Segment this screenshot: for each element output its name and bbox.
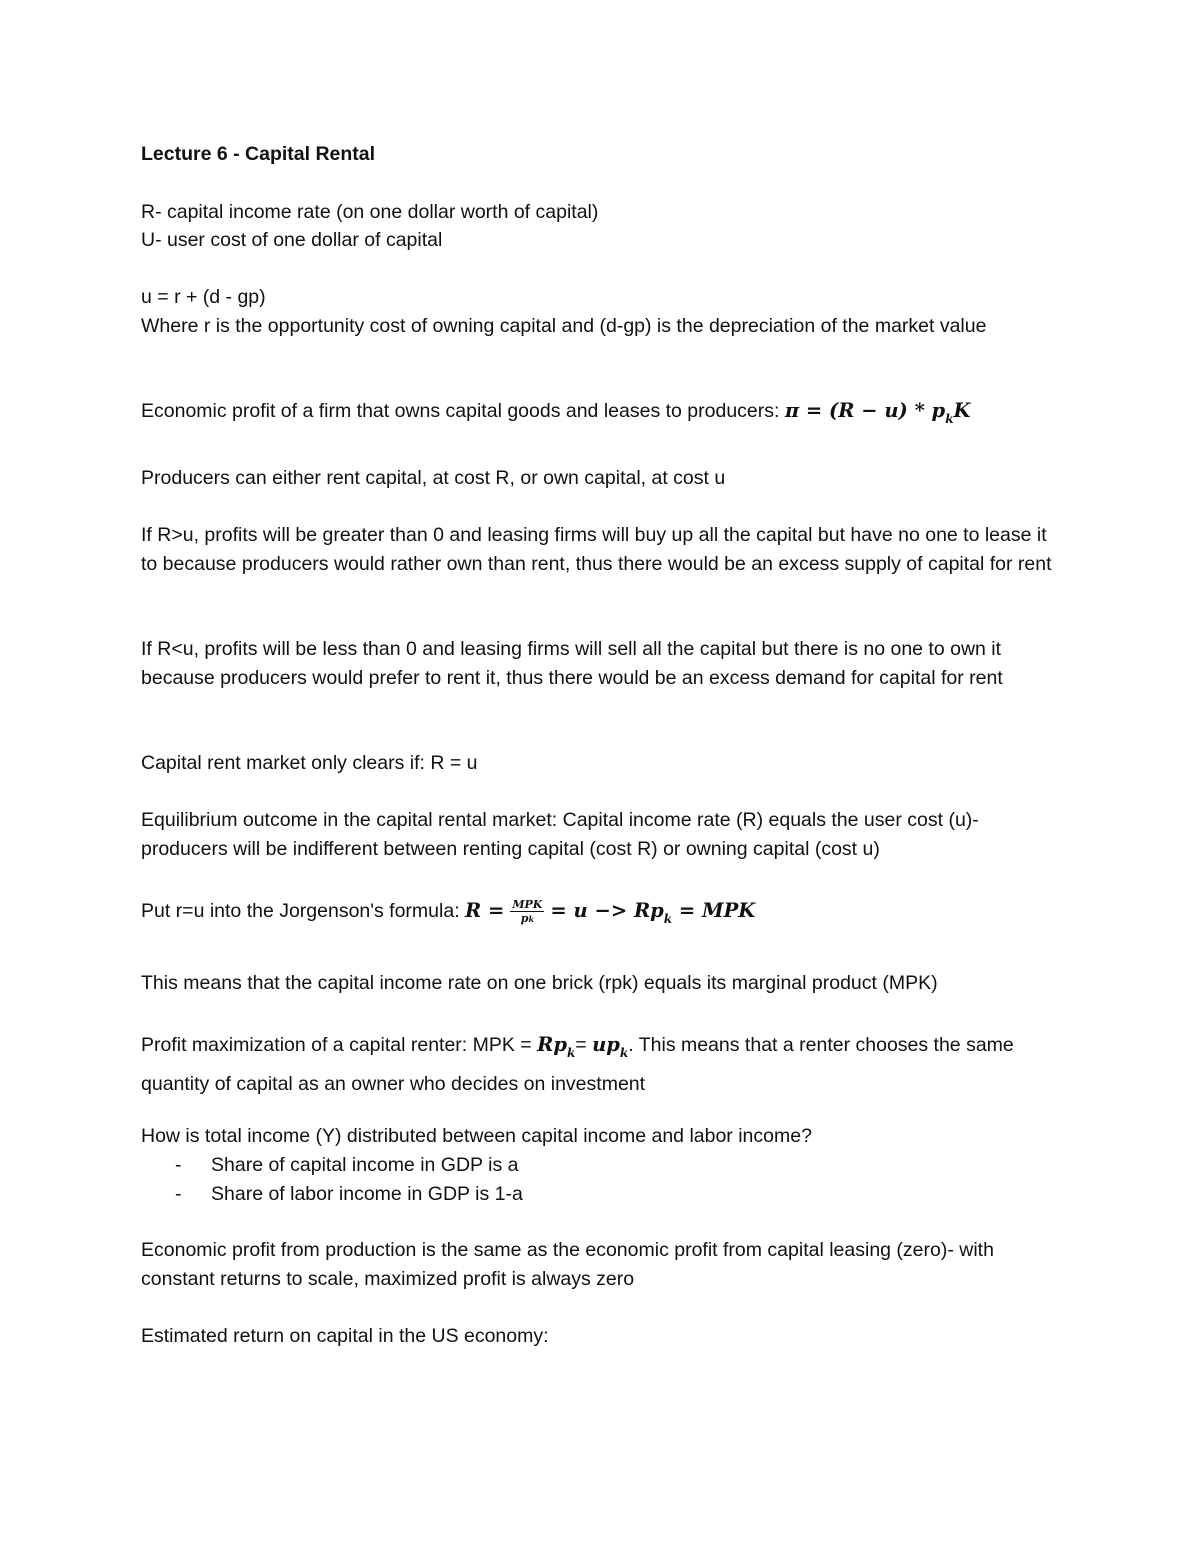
income-share-list [141, 1151, 1061, 1208]
list-item: - Share of capital income in GDP is a [175, 1154, 519, 1176]
page-title: Lecture 6 - Capital Rental [141, 143, 376, 165]
equilibrium-outcome: Equilibrium outcome in the capital rental market: Capital income rate (R) equals the user cost (u)- producers will be indifferent between renting capital (cost R) or owning capital (cost u) [141, 809, 979, 860]
profit-formula: $\pi = (R - u) * p_kK$ [784, 399, 971, 426]
estimated-return: Estimated return on capital in the US economy: [141, 1325, 549, 1347]
means-statement: This means that the capital income rate on one brick (rpk) equals its marginal product (MPK) [141, 972, 938, 994]
profit-maximization: Profit maximization of a capital renter: MPK = $Rp_k= up_k$. This means that a renter chooses the same quantity of capital as an owner who decides on investment [141, 1033, 1014, 1095]
producers-choice: Producers can either rent capital, at cost R, or own capital, at cost u [141, 467, 726, 489]
where-explanation: Where r is the opportunity cost of owning capital and (d-gp) is the depreciation of the market value [141, 315, 987, 337]
economic-profit-line [141, 397, 1061, 428]
economic-profit-zero: Economic profit from production is the same as the economic profit from capital leasing (zero)- with constant returns to scale, maximized profit is always zero [141, 1239, 994, 1290]
case-R-greater-u: If R>u, profits will be greater than 0 and leasing firms will buy up all the capital but have no one to lease it to because producers would rather own than rent, thus there would be an excess supply of capital for rent [141, 524, 1052, 575]
definition-R: R- capital income rate (on one dollar worth of capital) [141, 201, 599, 223]
user-cost-equation: u = r + (d - gp) [141, 286, 266, 308]
market-clears: Capital rent market only clears if: R = u [141, 752, 478, 774]
jorgenson-text: Put r=u into the Jorgenson's formula: [141, 900, 460, 922]
jorgenson-formula: R = $\frac{\text{MPK}}{pk}$ = $u -> Rp_k$ = MPK [465, 897, 756, 926]
economic-profit-text: Economic profit of a firm that owns capital goods and leases to producers: [141, 400, 780, 422]
list-item: - Share of labor income in GDP is 1-a [175, 1182, 523, 1205]
upk-formula: $up_k$ [592, 1033, 629, 1060]
mpk-fraction: $\frac{\text{MPK}}{pk}$ [512, 897, 543, 925]
rpk-formula: $Rp_k$ [537, 1033, 576, 1060]
definition-U: U- user cost of one dollar of capital [141, 229, 443, 251]
income-question: How is total income (Y) distributed between capital income and labor income? [141, 1125, 812, 1147]
jorgenson-line [141, 897, 1061, 928]
case-R-less-u: If R<u, profits will be less than 0 and leasing firms will sell all the capital but there is no one to own it because producers would prefer to rent it, thus there would be an excess demand for capital for rent [141, 638, 1003, 689]
